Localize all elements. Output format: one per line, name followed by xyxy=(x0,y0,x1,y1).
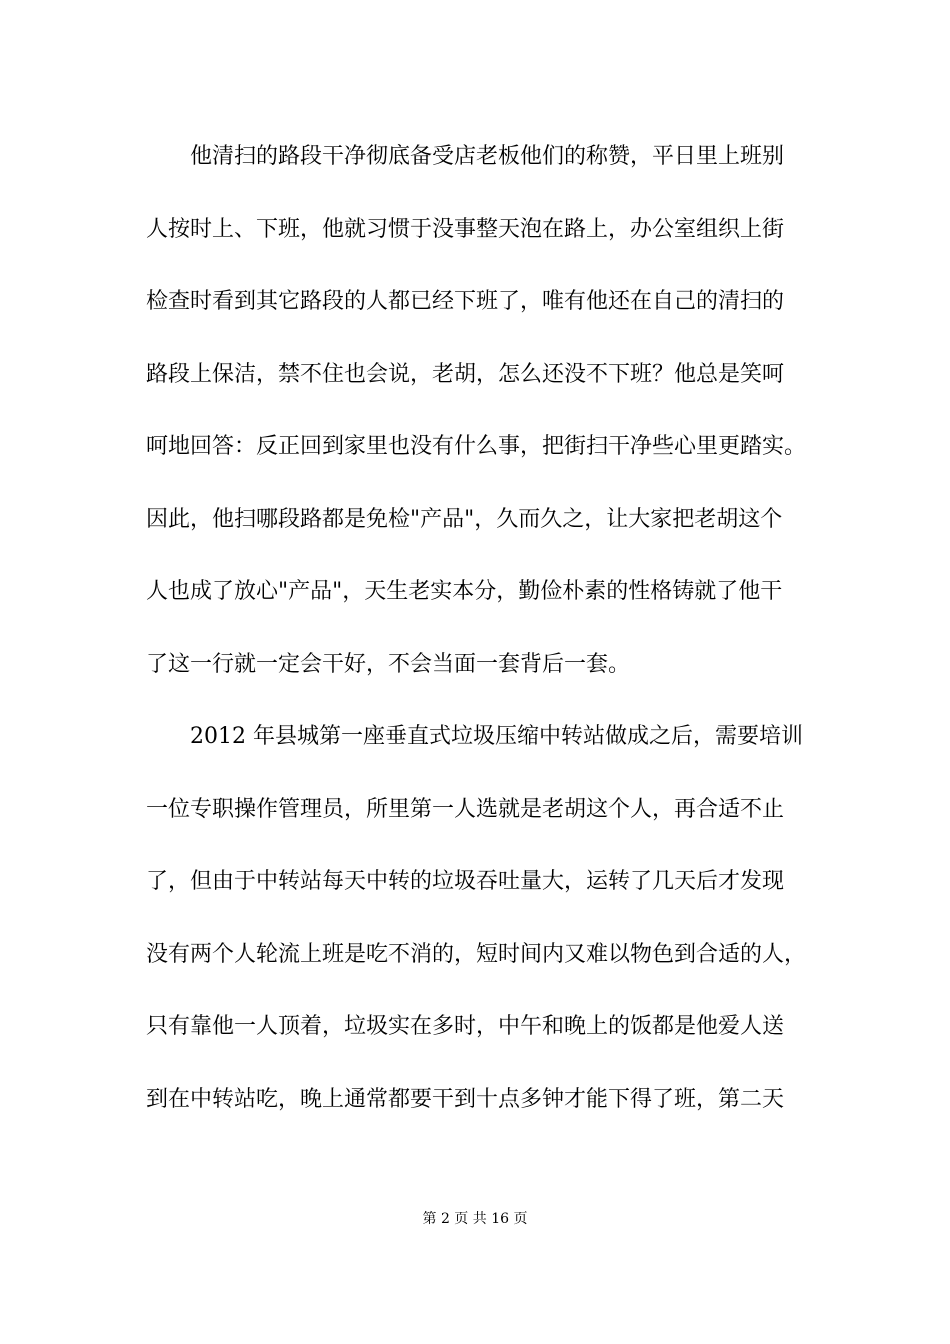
text-line: 一位专职操作管理员，所里第一人选就是老胡这个人，再合适不止 xyxy=(146,796,785,822)
text-line: 因此，他扫哪段路都是免检"产品"，久而久之，让大家把老胡这个 xyxy=(146,506,783,532)
text-line: 了，但由于中转站每天中转的垃圾吞吐量大，运转了几天后才发现 xyxy=(146,869,785,894)
text-line: 人按时上、下班，他就习惯于没事整天泡在路上，办公室组织上街 xyxy=(146,216,785,242)
text-line: 没有两个人轮流上班是吃不消的，短时间内又难以物色到合适的人， xyxy=(146,941,807,967)
paragraph-1 xyxy=(146,134,826,714)
paragraph-2 xyxy=(146,714,826,1149)
text-line: 到在中转站吃，晚上通常都要干到十点多钟才能下得了班，第二天 xyxy=(146,1086,785,1112)
text-line: 只有靠他一人顶着，垃圾实在多时，中午和晚上的饭都是他爱人送 xyxy=(146,1014,785,1039)
text-line: 了这一行就一定会干好，不会当面一套背后一套。 xyxy=(146,651,631,677)
text-line: 人也成了放心"产品"，天生老实本分，勤俭朴素的性格铸就了他干 xyxy=(146,579,783,604)
body-text xyxy=(146,134,826,1149)
text-line: 路段上保洁，禁不住也会说，老胡，怎么还没不下班？他总是笑呵 xyxy=(146,361,785,387)
text-line: 2012 年县城第一座垂直式垃圾压缩中转站做成之后，需要培训 xyxy=(190,724,803,749)
text-line: 呵地回答：反正回到家里也没有什么事，把街扫干净些心里更踏实。 xyxy=(146,434,807,459)
text-line: 检查时看到其它路段的人都已经下班了，唯有他还在自己的清扫的 xyxy=(146,289,785,314)
page-number-footer: 第 2 页 共 16 页 xyxy=(422,1211,528,1227)
text-line: 他清扫的路段干净彻底备受店老板他们的称赞，平日里上班别 xyxy=(190,144,785,169)
